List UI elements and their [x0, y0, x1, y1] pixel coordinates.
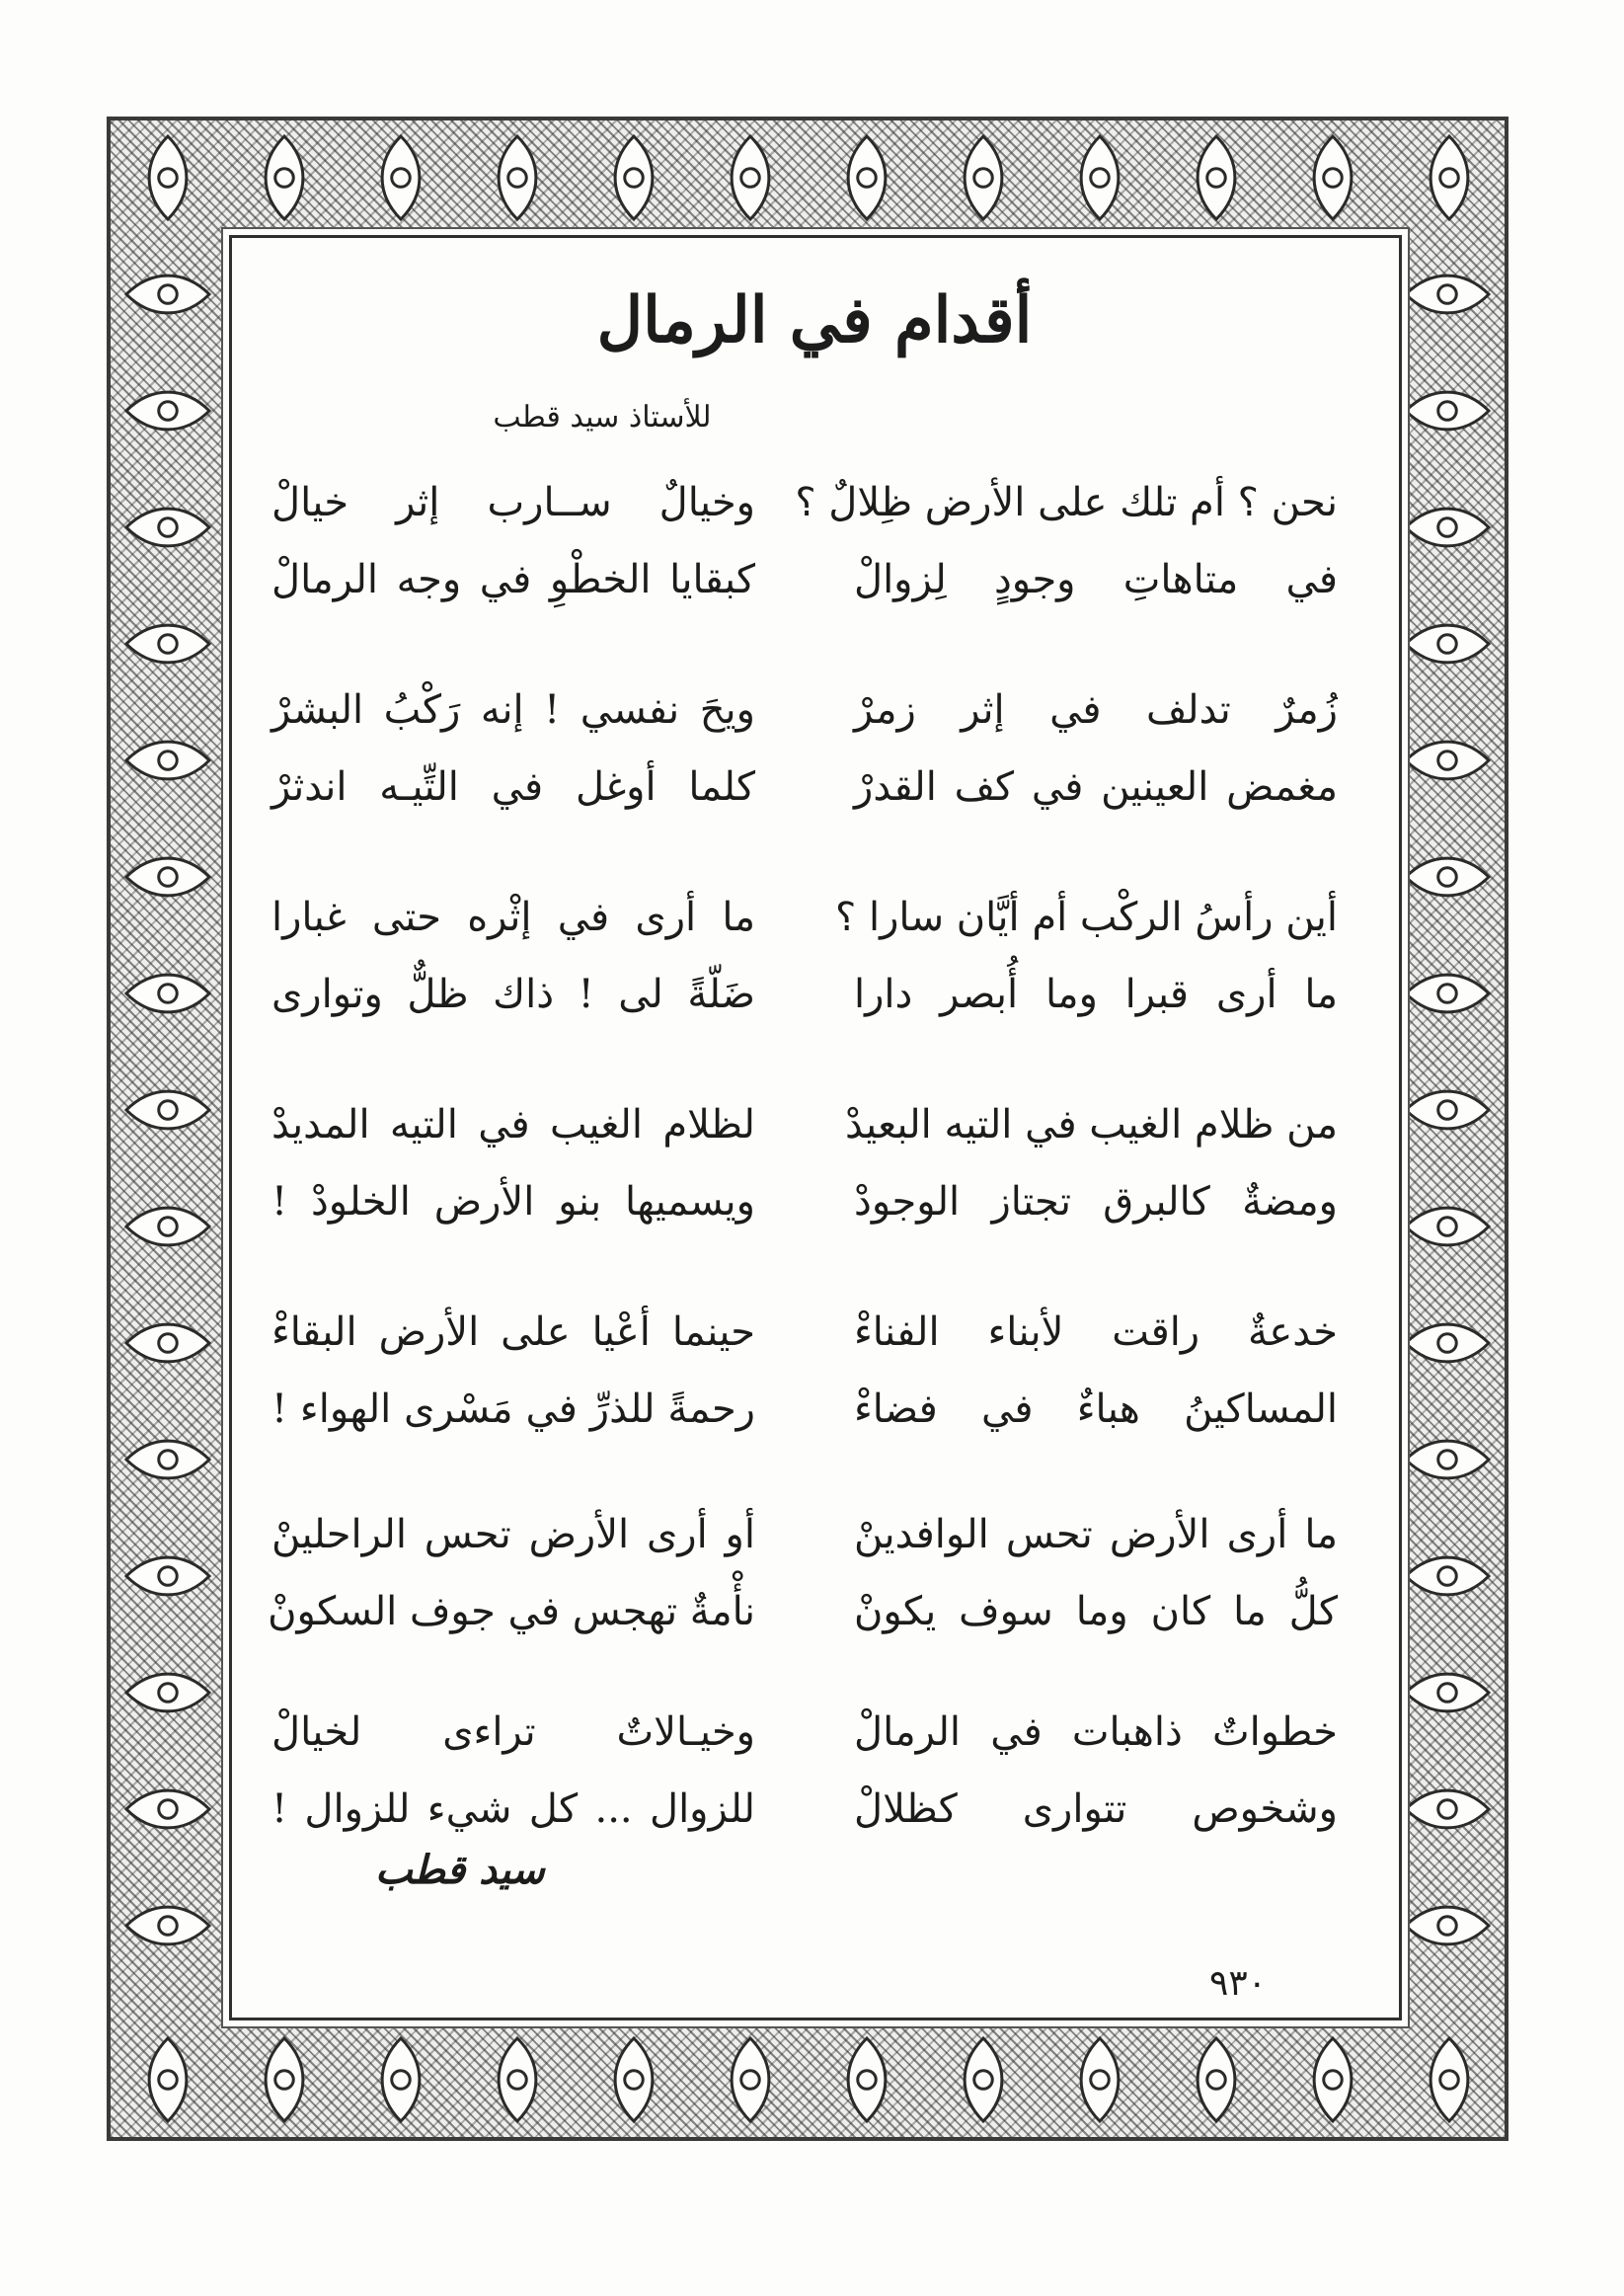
hemistich-right: خطواتٌ ذاهبات في الرمالْ [854, 1709, 1338, 1755]
hemistich-right: ما أرى الأرض تحس الوافدينْ [854, 1512, 1338, 1557]
hemistich-left: لظلام الغيب في التيه المديدْ [271, 1102, 755, 1148]
verse [271, 879, 1338, 956]
verse [271, 1694, 1338, 1771]
poem-title: أقدام في الرمال [596, 283, 1033, 357]
verse [271, 464, 1338, 541]
author-signature: سيد قطب [375, 1847, 545, 1893]
verse [271, 1163, 1338, 1240]
hemistich-left: كلما أوغل في التِّيـه اندثرْ [271, 764, 755, 810]
hemistich-right: مغمض العينين في كف القدرْ [854, 764, 1338, 810]
hemistich-right: من ظلام الغيب في التيه البعيدْ [845, 1102, 1338, 1148]
hemistich-right: كلُّ ما كان وما سوف يكونْ [854, 1589, 1338, 1634]
hemistich-right: وشخوص تتوارى كظلالْ [854, 1786, 1338, 1832]
page-number: ٩٣٠ [1209, 1963, 1268, 2004]
verse [271, 749, 1338, 826]
hemistich-right: نحن ؟ أم تلك على الأرض ظِلالٌ ؟ [795, 480, 1338, 525]
stanza-7 [271, 1694, 1338, 1848]
verse [271, 541, 1338, 618]
hemistich-right: ما أرى قبرا وما أُبصر دارا [854, 972, 1338, 1017]
verse [271, 1086, 1338, 1163]
verse [268, 1573, 1338, 1650]
hemistich-left: كبقايا الخطْوِ في وجه الرمالْ [271, 557, 755, 602]
hemistich-right: ومضةٌ كالبرق تجتاز الوجودْ [854, 1179, 1338, 1225]
hemistich-left: حينما أعْيا على الأرض البقاءْ [271, 1309, 755, 1355]
hemistich-left: أو أرى الأرض تحس الراحلينْ [271, 1512, 755, 1557]
stanza-4 [271, 1086, 1338, 1240]
verse [271, 956, 1338, 1033]
hemistich-left: ويحَ نفسي ! إنه رَكْبُ البشرْ [271, 687, 755, 733]
stanza-6 [268, 1496, 1338, 1650]
hemistich-left: نأْمةٌ تهجس في جوف السكونْ [268, 1589, 755, 1634]
verse [271, 1771, 1338, 1848]
hemistich-left: ما أرى في إثْره حتى غبارا [271, 895, 755, 940]
hemistich-left: وخيالٌ ســارب إثر خيالْ [271, 480, 755, 525]
verse [271, 1496, 1338, 1573]
hemistich-left: للزوال ... كل شيء للزوال ! [271, 1786, 755, 1832]
verse [271, 1371, 1338, 1448]
stanza-2 [271, 672, 1338, 826]
verse [271, 672, 1338, 749]
hemistich-right: المساكينُ هباءٌ في فضاءْ [854, 1386, 1338, 1432]
hemistich-left: رحمةً للذرِّ في مَسْرى الهواء ! [271, 1386, 755, 1432]
poem-byline: للأستاذ سيد قطب [493, 400, 712, 435]
hemistich-right: خدعةٌ راقت لأبناء الفناءْ [854, 1309, 1338, 1355]
hemistich-left: ضَلّةً لى ! ذاك ظلٌّ وتوارى [271, 972, 755, 1017]
hemistich-left: ويسميها بنو الأرض الخلودْ ! [271, 1179, 755, 1225]
hemistich-right: أين رأسُ الركْب أم أيَّان سارا ؟ [835, 895, 1338, 940]
stanza-1 [271, 464, 1338, 618]
stanza-5 [271, 1294, 1338, 1448]
hemistich-right: زُمرٌ تدلف في إثر زمرْ [854, 687, 1338, 733]
hemistich-right: في متاهاتِ وجودٍ لِزوالْ [854, 557, 1338, 602]
hemistich-left: وخيـالاتٌ تراءى لخيالْ [271, 1709, 755, 1755]
verse [271, 1294, 1338, 1371]
stanza-3 [271, 879, 1338, 1033]
